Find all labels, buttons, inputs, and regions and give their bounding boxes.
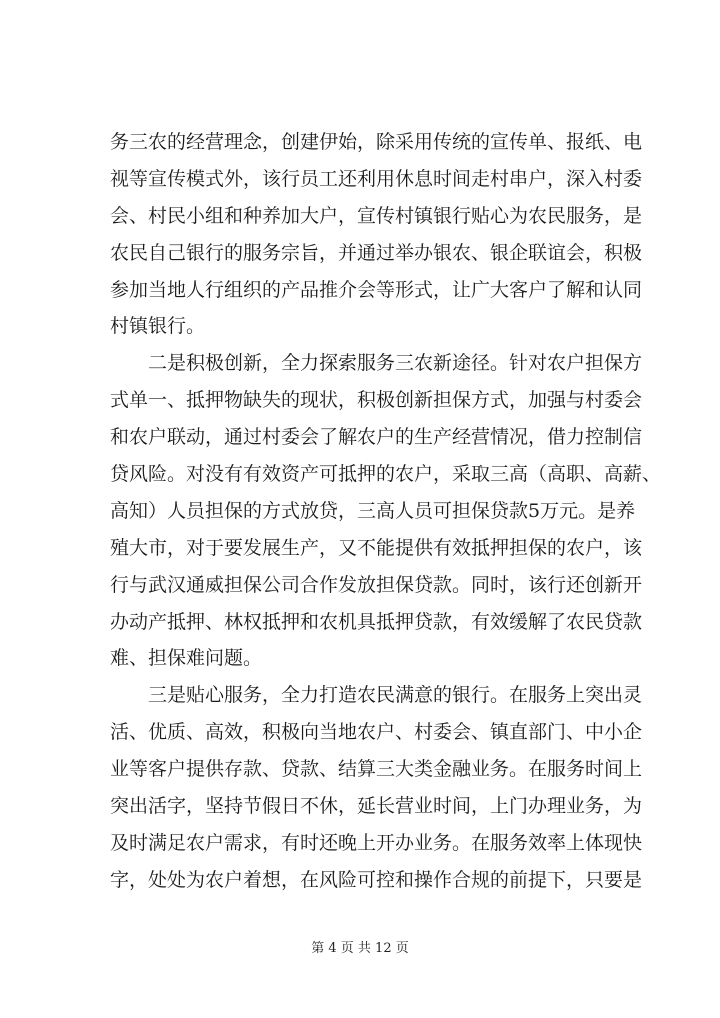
paragraph-3 [110, 677, 643, 898]
text-line: 突出活字，坚持节假日不休，延长营业时间，上门办理业务，为 [110, 795, 643, 818]
document-body [110, 124, 662, 899]
text-line: 办动产抵押、林权抵押和农机具抵押贷款，有效缓解了农民贷款 [110, 610, 643, 633]
text-line: 及时满足农户需求，有时还晚上开办业务。在服务效率上体现快 [110, 831, 643, 854]
text-line: 字，处处为农户着想，在风险可控和操作合规的前提下，只要是 [110, 868, 643, 891]
text-line: 活、优质、高效，积极向当地农户、村委会、镇直部门、中小企 [110, 721, 643, 744]
text-line: 贷风险。对没有有效资产可抵押的农户，采取三高（高职、高薪、 [110, 463, 662, 486]
text-line: 务三农的经营理念，创建伊始，除采用传统的宣传单、报纸、电 [110, 131, 643, 153]
text-line: 难、担保难问题。 [110, 647, 263, 670]
text-line: 高知）人员担保的方式放贷，三高人员可担保贷款5万元。是养 [110, 499, 636, 522]
text-line: 村镇银行。 [110, 315, 206, 338]
text-line: 会、村民小组和种养加大户，宣传村镇银行贴心为农民服务，是 [110, 204, 643, 227]
text-line: 二是积极创新，全力探索服务三农新途径。针对农户担保方 [148, 352, 643, 375]
text-line: 殖大市，对于要发展生产，又不能提供有效抵押担保的农户，该 [110, 536, 643, 559]
paragraph-2 [110, 345, 662, 677]
text-line: 业等客户提供存款、贷款、结算三大类金融业务。在服务时间上 [110, 758, 643, 781]
text-line: 参加当地人行组织的产品推介会等形式，让广大客户了解和认同 [110, 278, 643, 301]
page-footer [0, 937, 720, 956]
text-line: 和农户联动，通过村委会了解农户的生产经营情况，借力控制信 [110, 426, 643, 449]
text-line: 式单一、抵押物缺失的现状，积极创新担保方式，加强与村委会 [110, 389, 643, 412]
text-line: 农民自己银行的服务宗旨，并通过举办银农、银企联谊会，积极 [110, 241, 643, 264]
page-number-label: 第 4 页 共 12 页 [311, 941, 409, 956]
paragraph-1 [110, 124, 643, 345]
text-line: 行与武汉通威担保公司合作发放担保贷款。同时，该行还创新开 [110, 573, 643, 596]
text-line: 三是贴心服务，全力打造农民满意的银行。在服务上突出灵 [148, 684, 643, 707]
text-line: 视等宣传模式外，该行员工还利用休息时间走村串户，深入村委 [110, 167, 643, 190]
